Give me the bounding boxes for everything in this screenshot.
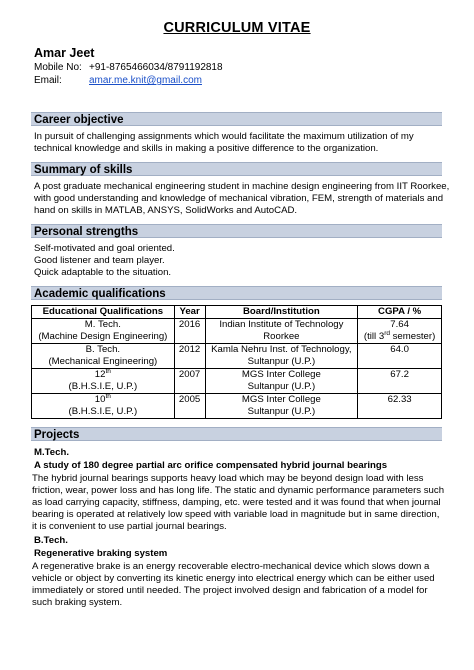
project-line: The hybrid journal bearings supports heavy load which may be beyond design load with less — [32, 473, 424, 484]
project-line: such braking system. — [32, 597, 123, 608]
project-line: vehicle or object by converting its kinetic energy into electrical energy which can be either used — [32, 573, 435, 584]
project-2-description — [32, 561, 440, 609]
section-heading-projects: Projects — [31, 427, 442, 441]
career-line: technical knowledge and skills in making a positive difference to the organization. — [34, 143, 379, 154]
institution-cell: Indian Institute of Technology Roorkee — [205, 319, 358, 344]
cgpa-cell: 62.33 — [358, 394, 442, 419]
mobile-row — [34, 62, 223, 74]
strength-item: Good listener and team player. — [34, 255, 165, 266]
strengths-list — [34, 243, 442, 279]
section-heading-academics: Academic qualifications — [31, 286, 442, 300]
column-header: CGPA / % — [358, 306, 442, 319]
column-header: Educational Qualifications — [32, 306, 175, 319]
project-2-degree: B.Tech. — [34, 535, 68, 546]
year-cell: 2005 — [174, 394, 205, 419]
qualification-cell: B. Tech. (Mechanical Engineering) — [32, 344, 175, 369]
section-heading-career-objective: Career objective — [31, 112, 442, 126]
table-row — [32, 319, 442, 344]
table-row — [32, 369, 442, 394]
qualification-cell: M. Tech. (Machine Design Engineering) — [32, 319, 175, 344]
strength-item: Quick adaptable to the situation. — [34, 267, 172, 278]
mobile-value: +91-8765466034/8791192818 — [89, 62, 223, 73]
year-cell: 2016 — [174, 319, 205, 344]
column-header: Board/Institution — [205, 306, 358, 319]
email-row — [34, 75, 202, 87]
candidate-name: Amar Jeet — [34, 46, 95, 60]
academic-table — [31, 305, 442, 419]
cgpa-cell: 64.0 — [358, 344, 442, 369]
section-heading-skills: Summary of skills — [31, 162, 442, 176]
table-row — [32, 394, 442, 419]
qualification-cell: 10th (B.H.S.I.E, U.P.) — [32, 394, 175, 419]
year-cell: 2007 — [174, 369, 205, 394]
institution-cell: MGS Inter College Sultanpur (U.P.) — [205, 369, 358, 394]
project-line: it is convenient to use partial journal bearings. — [32, 521, 227, 532]
project-2-title: Regenerative braking system — [34, 548, 168, 559]
column-header: Year — [174, 306, 205, 319]
year-cell: 2012 — [174, 344, 205, 369]
mobile-label: Mobile No: — [34, 62, 82, 73]
project-1-title: A study of 180 degree partial arc orifice compensated hybrid journal bearings — [34, 460, 388, 471]
skills-line: hand on skills in MATLAB, ANSYS, SolidWorks and AutoCAD. — [34, 205, 298, 216]
qualification-cell: 12th (B.H.S.I.E, U.P.) — [32, 369, 175, 394]
email-label: Email: — [34, 75, 62, 86]
table-row — [32, 344, 442, 369]
table-header-row — [32, 306, 442, 319]
project-1-degree: M.Tech. — [34, 447, 70, 458]
institution-cell: Kamla Nehru Inst. of Technology, Sultanpur (U.P.) — [205, 344, 358, 369]
strength-item: Self-motivated and goal oriented. — [34, 243, 175, 254]
cgpa-cell: 7.64 (till 3rd semester) — [358, 319, 442, 344]
skills-text — [34, 181, 450, 217]
career-objective-text — [34, 131, 442, 155]
section-heading-strengths: Personal strengths — [31, 224, 442, 238]
email-link[interactable]: amar.me.knit@gmail.com — [89, 75, 202, 86]
project-line: immediately or stored until needed. The project involved design and fabrication of a model for — [32, 585, 428, 596]
skills-line: with good understanding and knowledge of mechanical vibration, FEM, strength of materials and — [34, 193, 444, 204]
document-title: CURRICULUM VITAE — [163, 20, 311, 36]
project-line: as load carrying capacity, stiffness, damping, etc. were tested and it was found that when journal — [32, 497, 441, 508]
cgpa-cell: 67.2 — [358, 369, 442, 394]
project-line: friction, wear, power loss and has long life. The static and dynamic performance parameters such — [32, 485, 445, 496]
project-line: A regenerative brake is an energy recoverable electro-mechanical device which slows down a — [32, 561, 430, 572]
career-line: In pursuit of challenging assignments which would facilitate the maximum utilization of my — [34, 131, 414, 142]
skills-line: A post graduate mechanical engineering student in machine design engineering from IIT Roorkee, — [34, 181, 450, 192]
project-line: bearing is operated at relatively low speed with variable load in magnitude but in same direction, — [32, 509, 440, 520]
project-1-description — [32, 473, 445, 533]
institution-cell: MGS Inter College Sultanpur (U.P.) — [205, 394, 358, 419]
